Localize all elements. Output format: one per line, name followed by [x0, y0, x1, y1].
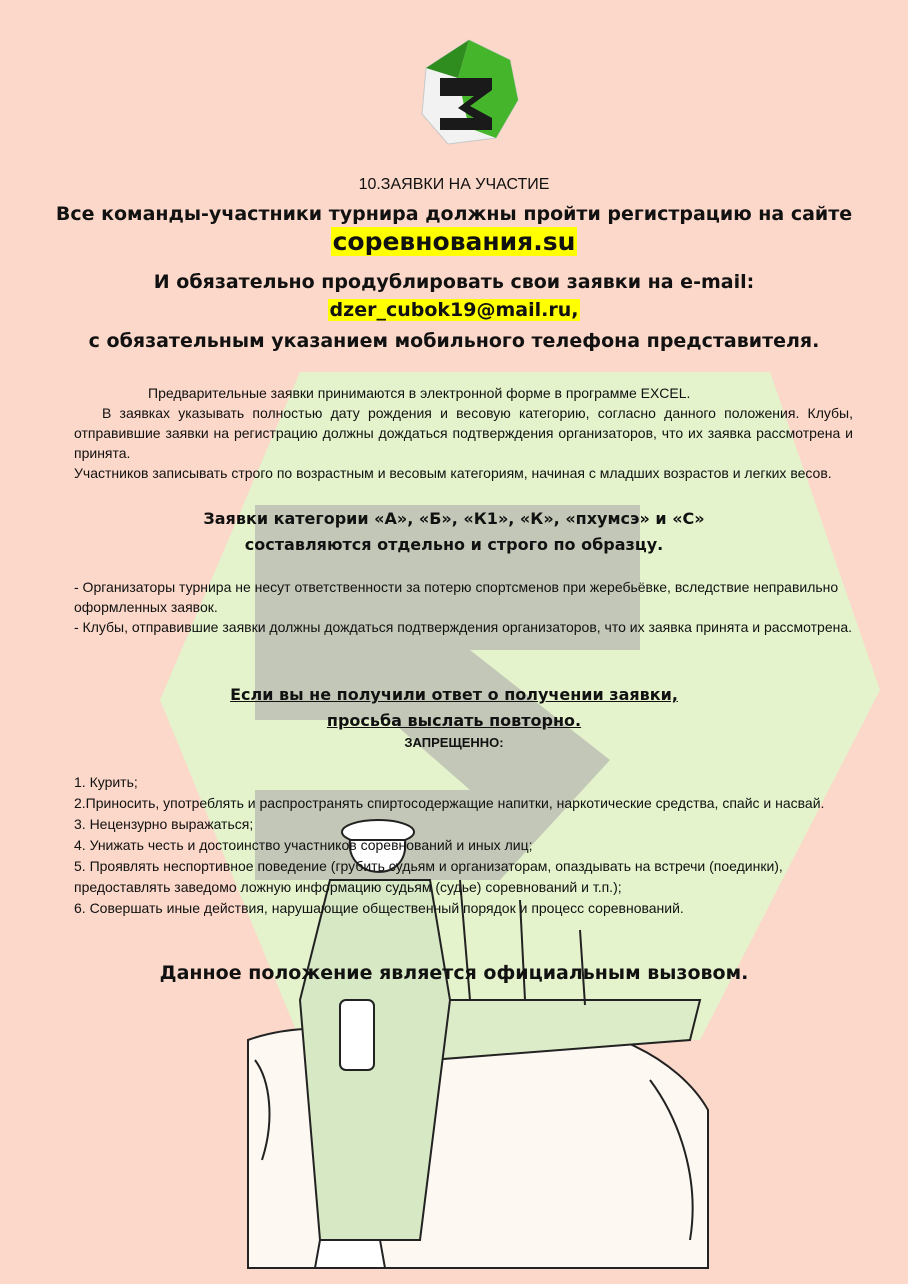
- section-title: 10.ЗАЯВКИ НА УЧАСТИЕ: [358, 176, 550, 193]
- site-link[interactable]: соревнования.su: [332, 227, 576, 256]
- email-instruction: И обязательно продублировать свои заявки на e-mail:: [153, 271, 755, 293]
- site-line: [0, 227, 908, 256]
- list-item: 5. Проявлять неспортивное поведение (грубить судьям и организаторам, опаздывать на встречи (поединки), предоставлять заведомо ложную информацию судьям (судье) соревнований и т.п.);: [74, 858, 783, 895]
- email-link[interactable]: dzer_cubok19@mail.ru,: [329, 299, 579, 321]
- logo: [418, 38, 520, 146]
- forbidden-title: ЗАПРЕЩЕННО:: [404, 735, 504, 750]
- list-item: 3. Нецензурно выражаться;: [74, 816, 254, 832]
- info-dates: В заявках указывать полностью дату рождения и весовую категорию, согласно данного положения. Клубы, отправившие заявки на регистрацию должны дождаться подтверждения организаторов, что их заявка рассмотрена и принята.: [74, 405, 853, 461]
- registration-text: Все команды-участники турнира должны пройти регистрацию на сайте: [55, 203, 853, 225]
- phone-instruction: с обязательным указанием мобильного телефона представителя.: [88, 330, 820, 352]
- note-draw: - Организаторы турнира не несут ответственности за потерю спортсменов при жеребьёвке, вследствие неправильно оформленных заявок.: [74, 579, 839, 615]
- info-order: Участников записывать строго по возрастным и весовым категориям, начиная с младших возрастов и легких весов.: [74, 465, 832, 481]
- note-confirm: - Клубы, отправившие заявки должны дождаться подтверждения организаторов, что их заявка принята и рассмотрена.: [74, 619, 853, 635]
- categories-subtitle: составляются отдельно и строго по образцу.: [244, 535, 664, 554]
- categories-title: Заявки категории «А», «Б», «К1», «К», «пхумсэ» и «С»: [203, 509, 705, 528]
- email-line: [0, 299, 908, 321]
- resend-line1: Если вы не получили ответ о получении заявки,: [230, 685, 678, 704]
- info-block: [74, 383, 853, 483]
- resend-line2: просьба выслать повторно.: [326, 711, 582, 730]
- info-excel: Предварительные заявки принимаются в электронной форме в программе EXCEL.: [148, 385, 691, 401]
- list-item: 1. Курить;: [74, 774, 138, 790]
- list-item: 2.Приносить, употреблять и распространять спиртосодержащие напитки, наркотические средства, спайс и насвай.: [74, 795, 825, 811]
- notes-block: [74, 577, 853, 637]
- footer-statement: Данное положение является официальным вызовом.: [159, 962, 749, 984]
- list-item: 4. Унижать честь и достоинство участников соревнований и иных лиц;: [74, 837, 533, 853]
- list-item: 6. Совершать иные действия, нарушающие общественный порядок и процесс соревнований.: [74, 900, 684, 916]
- forbidden-list: [74, 772, 853, 919]
